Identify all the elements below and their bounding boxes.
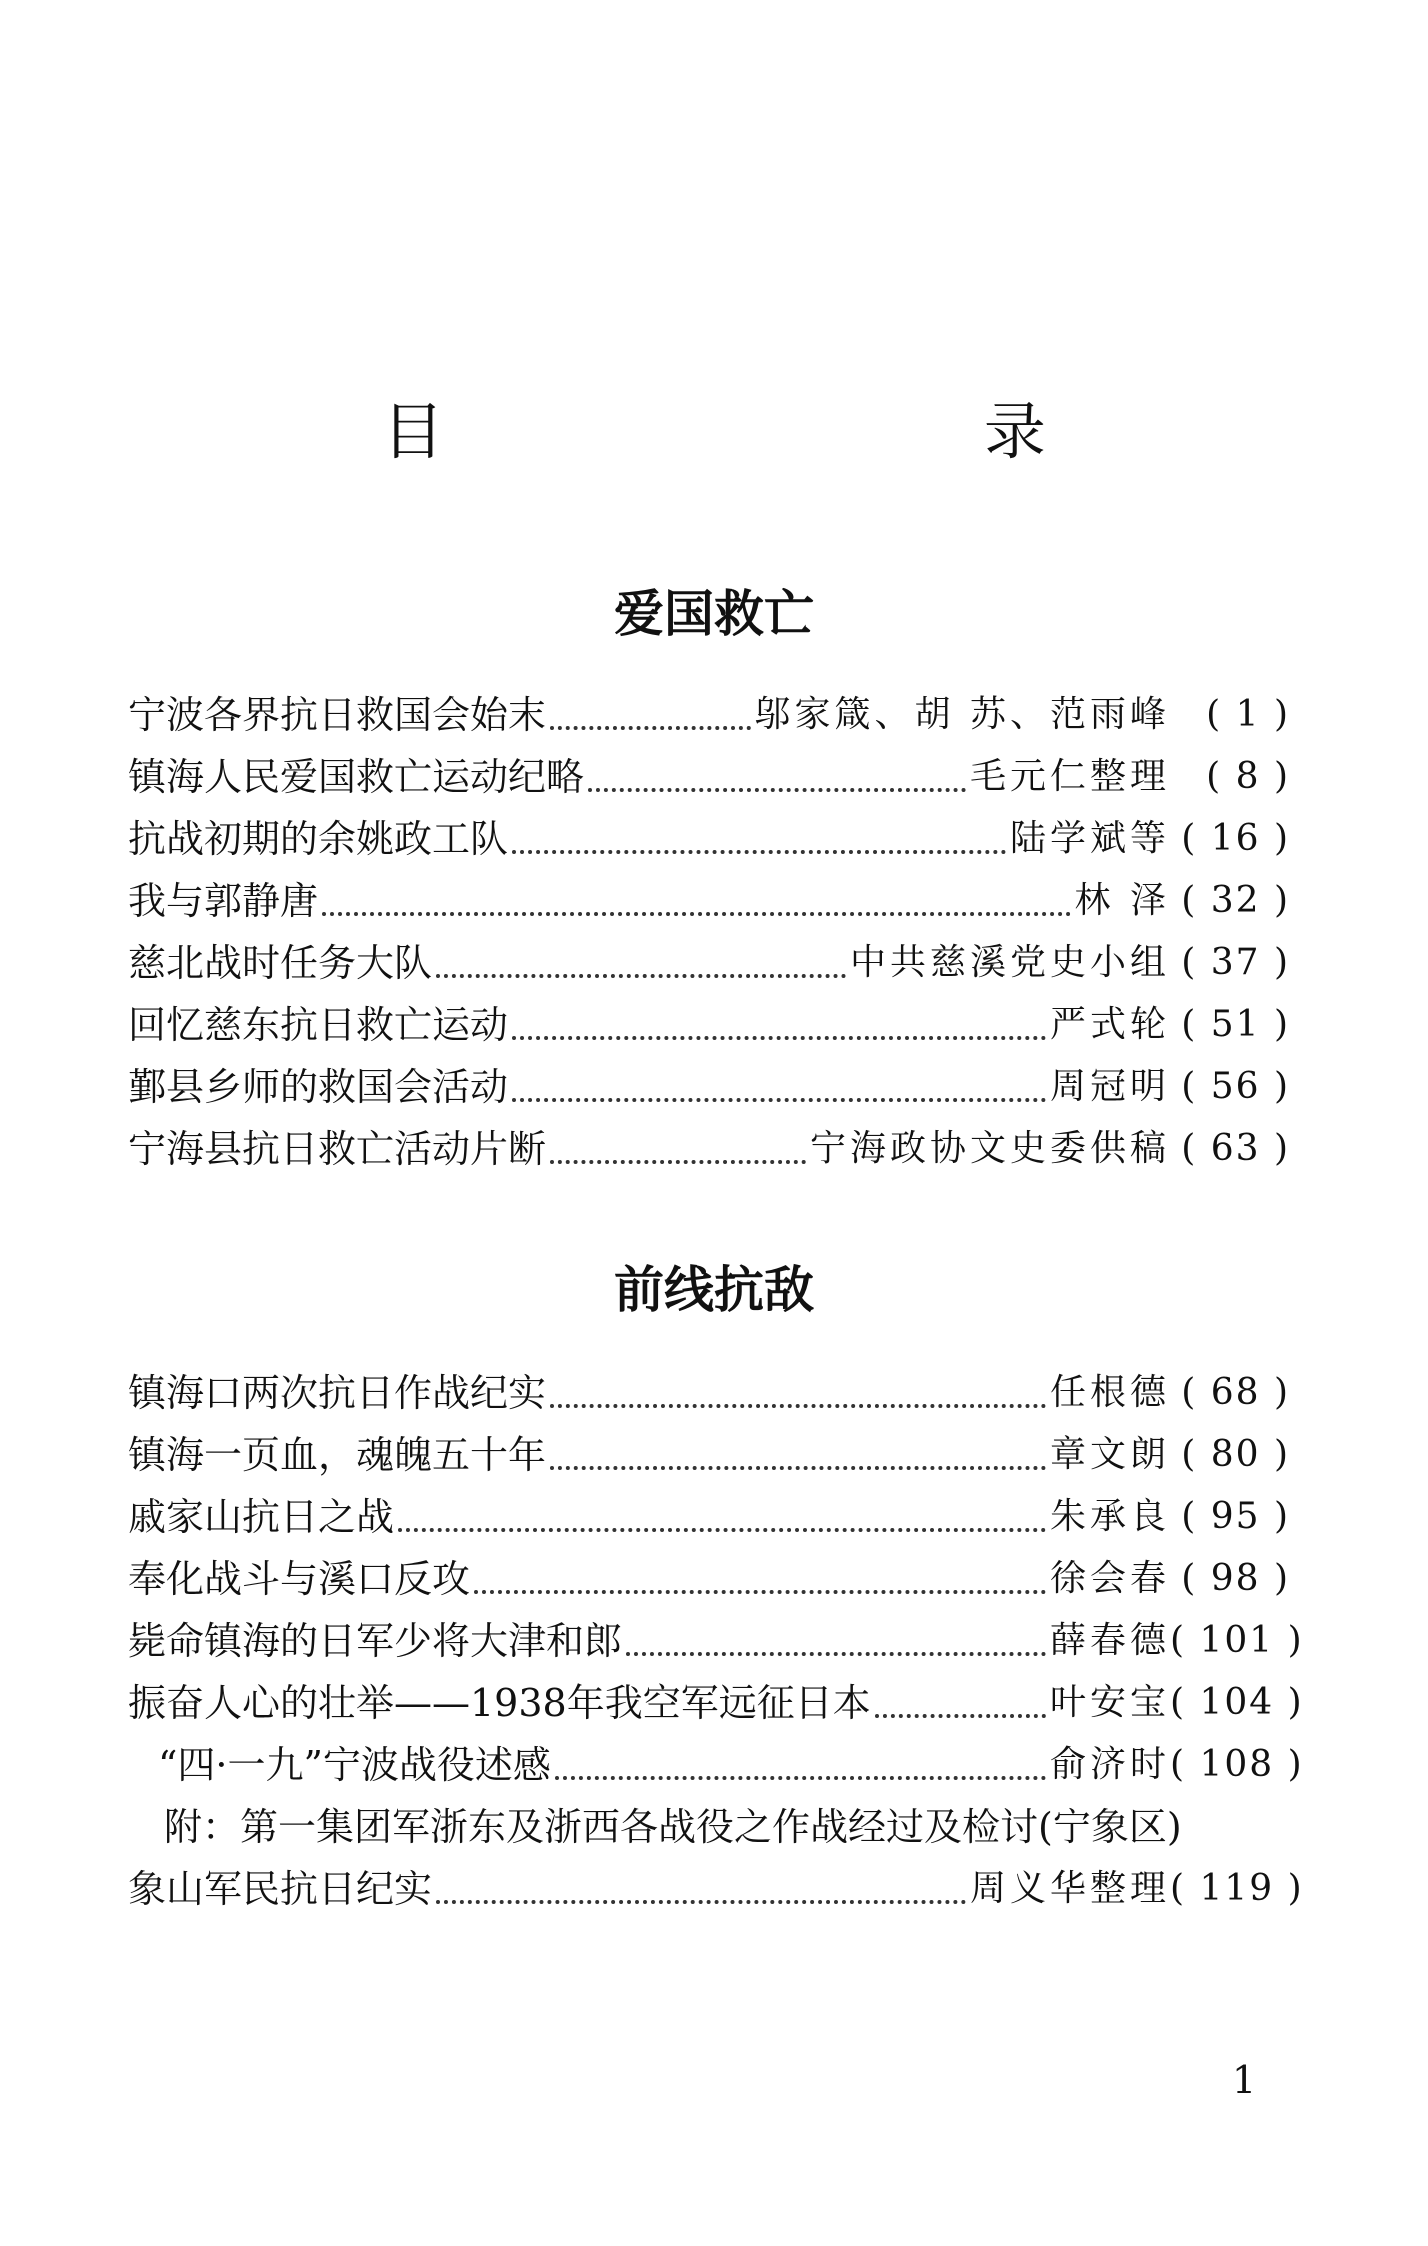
toc-entry-title: 毙命镇海的日军少将大津和郎: [128, 1619, 623, 1663]
toc-entry-author: 宁海政协文史委供稿: [809, 1128, 1170, 1169]
toc-section-1: [128, 684, 1290, 1180]
toc-entry-author: 中共慈溪党史小组: [849, 942, 1170, 983]
toc-entry-title: “四·一九”宁波战役述感: [158, 1743, 551, 1787]
toc-entry-page: ( 104 ): [1170, 1682, 1304, 1723]
toc-entry-author: 邬家箴、胡 苏、范雨峰: [754, 694, 1170, 735]
toc-entry-title: 象山军民抗日纪实: [128, 1867, 433, 1911]
toc-entry-title: 镇海人民爱国救亡运动纪略: [128, 755, 585, 799]
dot-leader: [875, 1714, 1046, 1718]
dot-leader: [322, 912, 1071, 916]
toc-entry-title: 宁波各界抗日救国会始末: [128, 693, 547, 737]
toc-entry[interactable]: [128, 684, 1290, 746]
dot-leader: [555, 1776, 1046, 1780]
toc-entry-author: 陆学斌等: [1009, 818, 1170, 859]
toc-entry-page: ( 119 ): [1170, 1868, 1304, 1909]
toc-entry-page: ( 80 ): [1181, 1434, 1290, 1475]
toc-entry-page: ( 108 ): [1170, 1744, 1304, 1785]
toc-entry-author: 薛春德: [1049, 1620, 1170, 1661]
toc-entry[interactable]: [128, 870, 1290, 932]
dot-leader: [512, 1036, 1046, 1040]
toc-entry-page: ( 16 ): [1181, 818, 1290, 859]
toc-entry[interactable]: [128, 932, 1290, 994]
section-heading-frontline: 前线抗敌: [614, 1261, 814, 1319]
dot-leader: [626, 1652, 1046, 1656]
toc-entry-author: 周义华整理: [969, 1868, 1170, 1909]
toc-section-2: [128, 1362, 1304, 1920]
toc-entry-title: 镇海一页血，魂魄五十年: [128, 1433, 547, 1477]
toc-entry[interactable]: [128, 1424, 1290, 1486]
toc-entry-title: 回忆慈东抗日救亡运动: [128, 1003, 509, 1047]
toc-entry-author: 章文朗: [1049, 1434, 1170, 1475]
dot-leader: [398, 1528, 1046, 1532]
toc-entry-title: 奉化战斗与溪口反攻: [128, 1557, 471, 1601]
toc-entry-title: 镇海口两次抗日作战纪实: [128, 1371, 547, 1415]
toc-entry-author: 毛元仁整理: [969, 756, 1170, 797]
toc-entry[interactable]: [128, 1672, 1304, 1734]
toc-entry[interactable]: [128, 746, 1290, 808]
toc-entry-page: ( 51 ): [1181, 1004, 1290, 1045]
dot-leader: [550, 1160, 806, 1164]
toc-entry-page: ( 98 ): [1181, 1558, 1290, 1599]
toc-entry-author: 严式轮: [1049, 1004, 1170, 1045]
toc-entry-author: 朱承良: [1049, 1496, 1170, 1537]
dot-leader: [512, 1098, 1046, 1102]
toc-entry[interactable]: [128, 994, 1290, 1056]
toc-entry[interactable]: [128, 1858, 1304, 1920]
toc-entry-author: 周冠明: [1049, 1066, 1170, 1107]
toc-appendix-note: 附：第一集团军浙东及浙西各战役之作战经过及检讨(宁象区): [164, 1805, 1182, 1849]
toc-entry-page: ( 56 ): [1181, 1066, 1290, 1107]
toc-entry[interactable]: [128, 1118, 1290, 1180]
toc-entry-author: 林 泽: [1074, 880, 1170, 921]
toc-entry-page: ( 95 ): [1181, 1496, 1290, 1537]
toc-entry[interactable]: [128, 1362, 1290, 1424]
toc-entry-author: 任根德: [1049, 1372, 1170, 1413]
toc-entry[interactable]: [128, 1548, 1290, 1610]
toc-entry[interactable]: [128, 1734, 1304, 1796]
toc-entry-title: 慈北战时任务大队: [128, 941, 433, 985]
page-number: 1: [1232, 2058, 1257, 2102]
dot-leader: [436, 974, 846, 978]
toc-entry-page: ( 37 ): [1181, 942, 1290, 983]
toc-entry[interactable]: [128, 1056, 1290, 1118]
dot-leader: [550, 1404, 1046, 1408]
toc-entry-page: ( 68 ): [1181, 1372, 1290, 1413]
section-heading-patriotic: 爱国救亡: [614, 585, 814, 643]
toc-entry-author: 徐会春: [1049, 1558, 1170, 1599]
toc-entry-page: ( 32 ): [1181, 880, 1290, 921]
toc-entry-title: 振奋人心的壮举——1938年我空军远征日本: [128, 1681, 871, 1725]
dot-leader: [436, 1900, 966, 1904]
toc-entry-title: 我与郭静唐: [128, 879, 319, 923]
toc-entry-author: 叶安宝: [1049, 1682, 1170, 1723]
toc-entry-title: 宁海县抗日救亡活动片断: [128, 1127, 547, 1171]
toc-entry-page: ( 63 ): [1181, 1128, 1290, 1169]
dot-leader: [550, 726, 751, 730]
toc-entry-title: 抗战初期的余姚政工队: [128, 817, 509, 861]
dot-leader: [550, 1466, 1046, 1470]
page-title: 目 录: [382, 395, 1306, 468]
toc-entry-title: 戚家山抗日之战: [128, 1495, 395, 1539]
toc-entry-title: 鄞县乡师的救国会活动: [128, 1065, 509, 1109]
toc-entry-page: ( 101 ): [1170, 1620, 1304, 1661]
dot-leader: [512, 850, 1006, 854]
dot-leader: [588, 788, 966, 792]
toc-entry-page: ( 1 ): [1206, 694, 1290, 735]
dot-leader: [474, 1590, 1046, 1594]
toc-entry-page: ( 8 ): [1206, 756, 1290, 797]
toc-entry[interactable]: [128, 1486, 1290, 1548]
toc-entry[interactable]: [128, 1610, 1304, 1672]
toc-entry-author: 俞济时: [1049, 1744, 1170, 1785]
toc-entry[interactable]: [128, 808, 1290, 870]
